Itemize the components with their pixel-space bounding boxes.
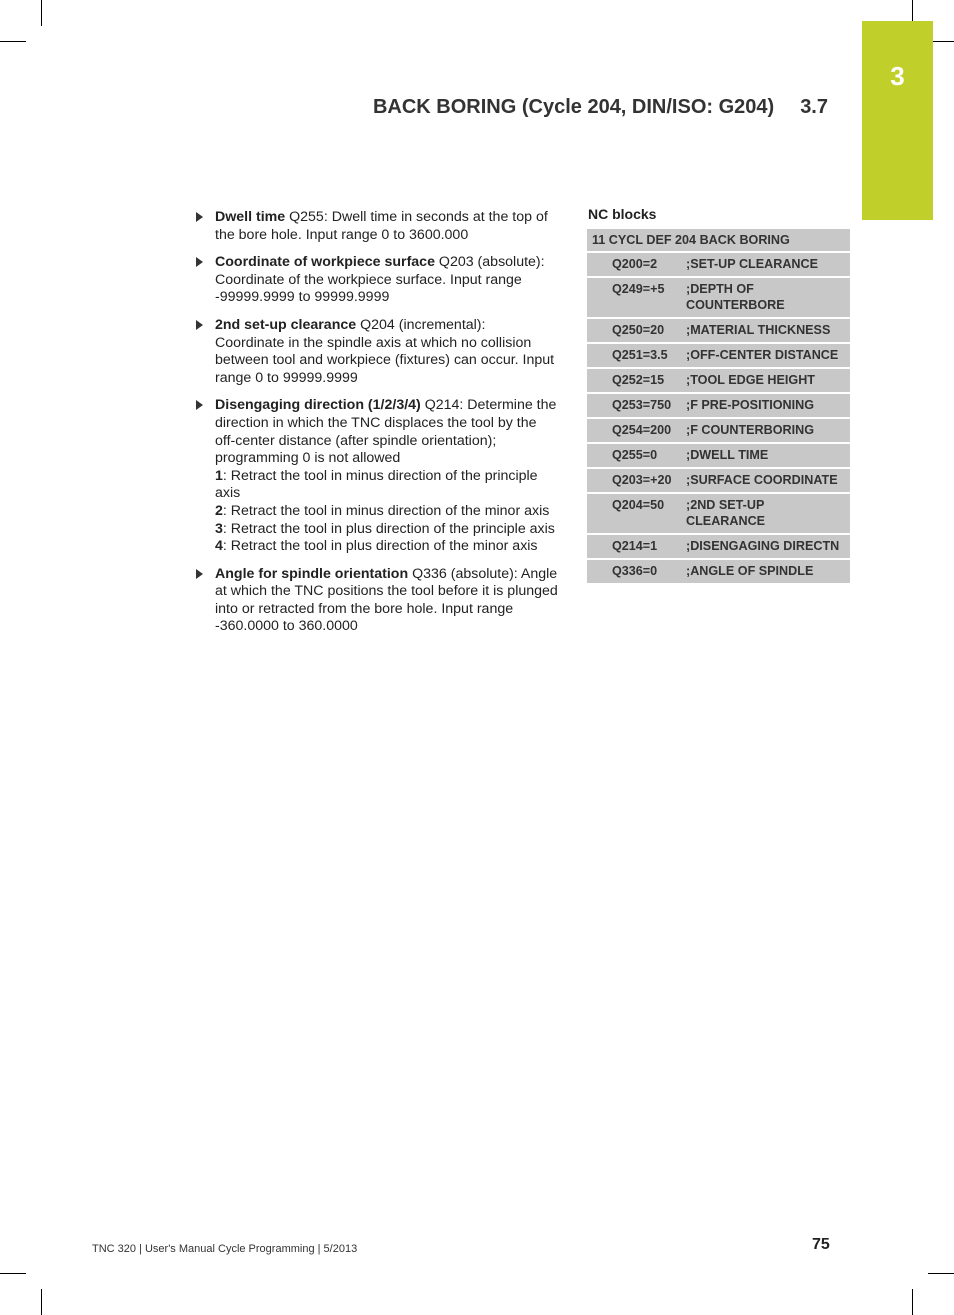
crop-mark (41, 0, 42, 26)
nc-row (587, 560, 850, 583)
nc-blocks-title: NC blocks (588, 206, 657, 222)
option-number: 4 (215, 538, 223, 555)
option-line (215, 521, 558, 539)
option-number: 3 (215, 520, 223, 537)
crop-mark (0, 41, 26, 42)
nc-comment: ;ANGLE OF SPINDLE (686, 564, 814, 578)
nc-param: Q253=750 (612, 398, 672, 412)
nc-comment: ;SET-UP CLEARANCE (686, 257, 819, 271)
nc-row (587, 535, 850, 558)
nc-param: Q252=15 (612, 373, 665, 387)
nc-param: Q254=200 (612, 423, 672, 437)
nc-param: Q204=50 (612, 498, 665, 512)
nc-comment: ;2ND SET-UP CLEARANCE (686, 498, 766, 528)
nc-row (587, 278, 850, 317)
parameter-item (196, 397, 558, 555)
parameter-description: Q336 (absolute): Angle at which the TNC positions the tool before it is plunged into or retracted from the bore hole. Input range -360.0000 to 360.0000 (215, 565, 558, 635)
option-text: : Retract the tool in minus direction of the principle axis (215, 467, 538, 502)
triangle-bullet-icon (196, 257, 203, 267)
parameter-name: Disengaging direction (1/2/3/4) (215, 397, 421, 414)
parameter-description: Q214: Determine the direction in which the TNC displaces the tool by the off-center distance (after spindle orientation); programming 0 is not allowed (215, 397, 557, 467)
nc-comment: ;TOOL EDGE HEIGHT (686, 373, 815, 387)
nc-param: Q200=2 (612, 257, 658, 271)
triangle-bullet-icon (196, 569, 203, 579)
crop-mark (41, 1289, 42, 1315)
option-text: : Retract the tool in plus direction of the principle axis (222, 520, 555, 537)
page-header (373, 96, 828, 119)
nc-comment: ;DWELL TIME (686, 448, 769, 462)
nc-row (587, 419, 850, 442)
nc-param: Q250=20 (612, 323, 665, 337)
parameter-item (196, 317, 558, 387)
nc-row (587, 444, 850, 467)
parameter-list (196, 209, 558, 646)
nc-comment: ;F COUNTERBORING (686, 423, 815, 437)
parameter-item (196, 254, 558, 307)
parameter-description: Q203 (absolute): Coordinate of the workpiece surface. Input range -99999.9999 to 99999.9999 (215, 254, 545, 306)
header-section: 3.7 (800, 96, 828, 118)
triangle-bullet-icon (196, 320, 203, 330)
triangle-bullet-icon (196, 400, 203, 410)
nc-comment: ;F PRE-POSITIONING (686, 398, 815, 412)
nc-row (587, 394, 850, 417)
nc-row (587, 344, 850, 367)
chapter-number: 3 (890, 61, 905, 91)
nc-header-row: 11 CYCL DEF 204 BACK BORING (587, 229, 850, 251)
crop-mark (912, 1289, 913, 1315)
option-number: 2 (215, 502, 223, 519)
option-text: : Retract the tool in plus direction of the minor axis (222, 538, 538, 555)
footer-text: TNC 320 | User's Manual Cycle Programming | 5/2013 (92, 1243, 358, 1255)
nc-row (587, 369, 850, 392)
option-line (215, 468, 558, 503)
parameter-description: Q204 (incremental): Coordinate in the spindle axis at which no collision between tool and workpiece (fixtures) can occur. Input range 0 to 99999.9999 (215, 316, 555, 386)
nc-param: Q336=0 (612, 564, 658, 578)
parameter-name: Angle for spindle orientation (215, 565, 409, 582)
nc-row (587, 469, 850, 492)
nc-param: Q251=3.5 (612, 348, 668, 362)
nc-row (587, 253, 850, 276)
nc-comment: ;DEPTH OF COUNTERBORE (686, 282, 785, 312)
page-number: 75 (812, 1236, 830, 1253)
nc-param: Q214=1 (612, 539, 658, 553)
nc-comment: ;MATERIAL THICKNESS (686, 323, 831, 337)
option-line (215, 503, 558, 521)
parameter-name: 2nd set-up clearance (215, 316, 357, 333)
nc-blocks-table (587, 229, 850, 585)
triangle-bullet-icon (196, 212, 203, 222)
nc-param: Q203=+20 (612, 473, 672, 487)
nc-comment: ;DISENGAGING DIRECTN (686, 539, 840, 553)
nc-row (587, 494, 850, 533)
option-line (215, 538, 558, 556)
nc-comment: ;SURFACE COORDINATE (686, 473, 838, 487)
parameter-item (196, 566, 558, 636)
chapter-tab (862, 21, 933, 220)
option-number: 1 (215, 467, 223, 484)
crop-mark (928, 1273, 954, 1274)
parameter-item (196, 209, 558, 244)
parameter-description: Q255: Dwell time in seconds at the top of the bore hole. Input range 0 to 3600.000 (215, 209, 548, 243)
parameter-name: Dwell time (215, 209, 286, 225)
option-text: : Retract the tool in minus direction of the minor axis (222, 502, 550, 519)
parameter-name: Coordinate of workpiece surface (215, 254, 435, 271)
nc-param: Q255=0 (612, 448, 658, 462)
nc-param: Q249=+5 (612, 282, 665, 296)
header-title: BACK BORING (Cycle 204, DIN/ISO: G204) (372, 96, 775, 118)
crop-mark (0, 1273, 26, 1274)
nc-row (587, 319, 850, 342)
nc-comment: ;OFF-CENTER DISTANCE (686, 348, 839, 362)
